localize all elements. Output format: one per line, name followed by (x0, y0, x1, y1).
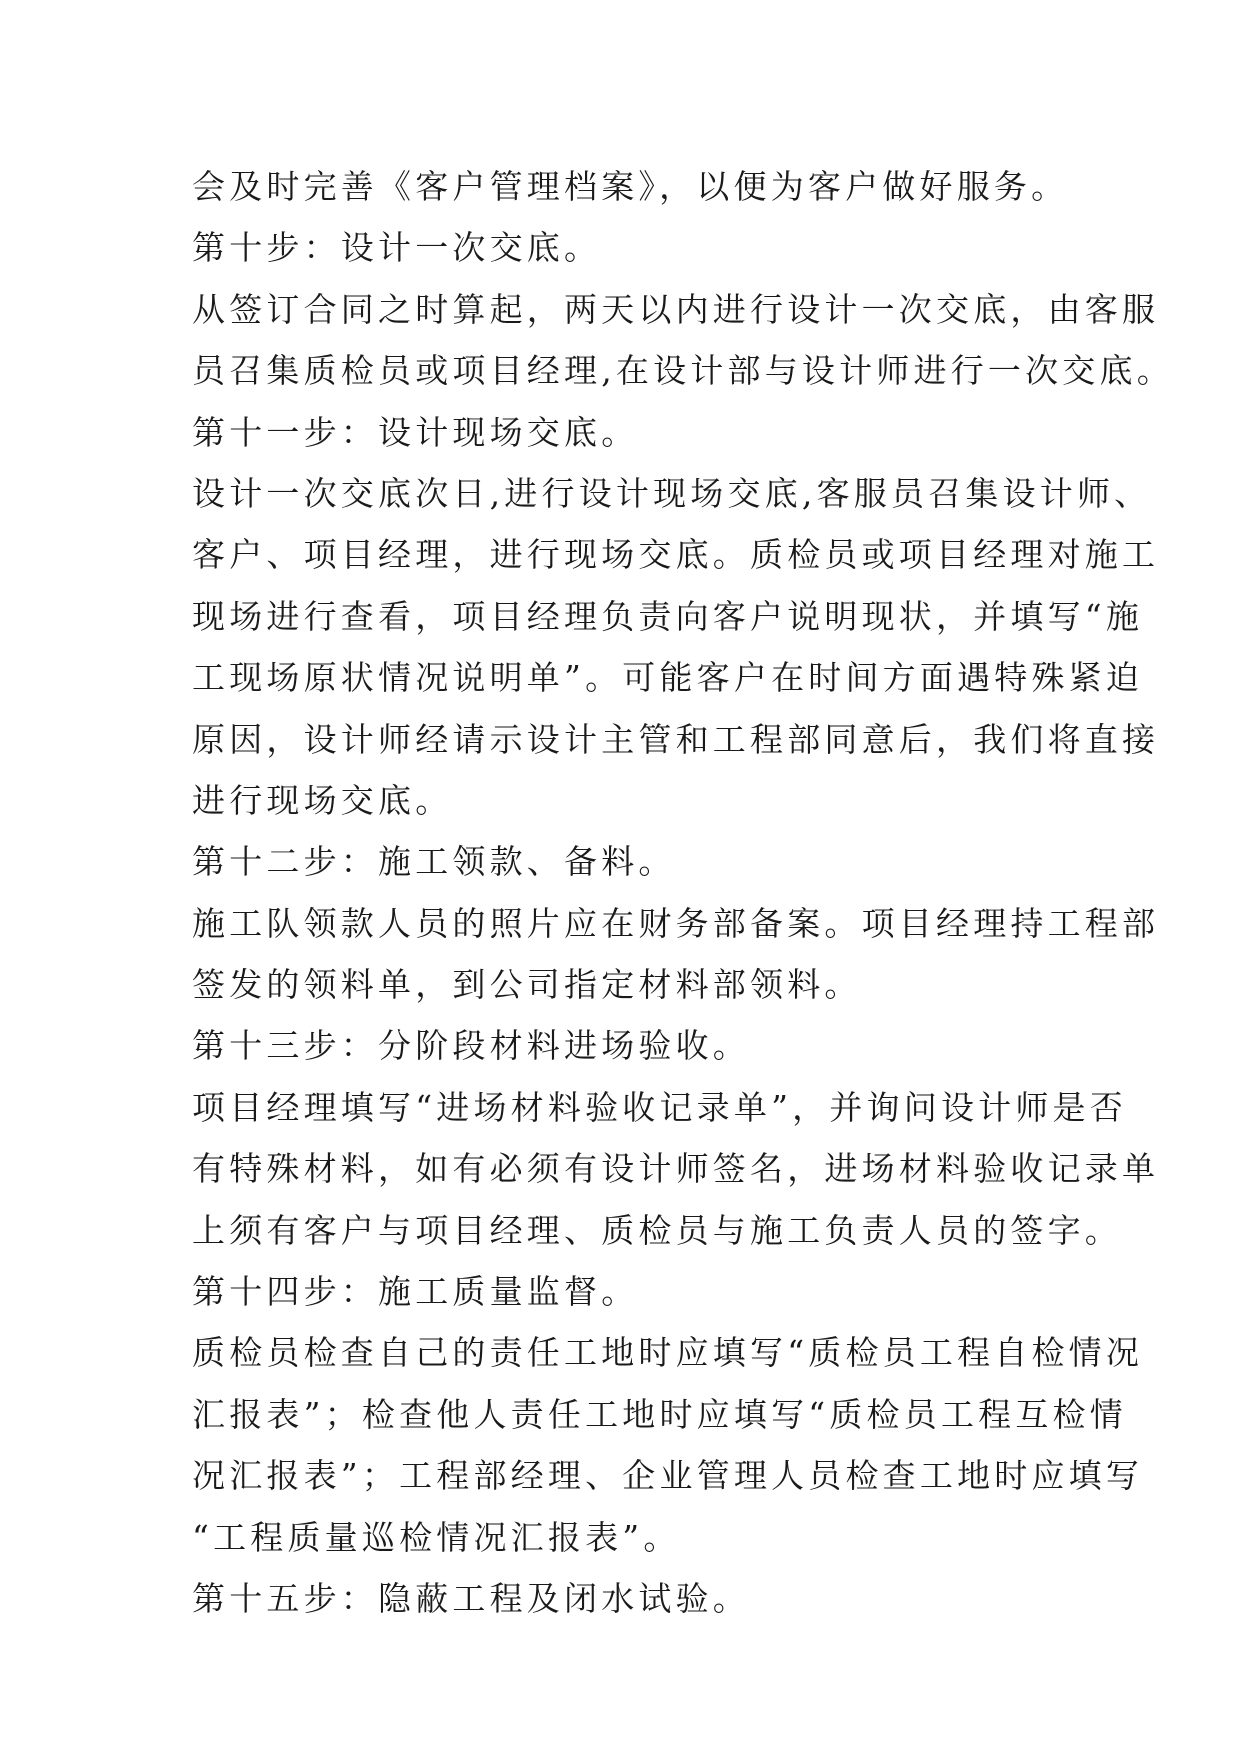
text-line: 有特殊材料，如有必须有设计师签名，进场材料验收记录单 (192, 1149, 1160, 1189)
text-line: 原因，设计师经请示设计主管和工程部同意后，我们将直接 (192, 719, 1160, 759)
text-line: 项目经理填写“进场材料验收记录单”，并询问设计师是否 (192, 1087, 1127, 1127)
text-line: 况汇报表”；工程部经理、企业管理人员检查工地时应填写 (192, 1456, 1144, 1496)
text-line: 汇报表”；检查他人责任工地时应填写“质检员工程互检情 (192, 1394, 1127, 1434)
text-line: 从签订合同之时算起，两天以内进行设计一次交底，由客服 (192, 289, 1160, 329)
step-heading: 第十步：设计一次交底。 (192, 228, 602, 268)
text-line: 客户、项目经理，进行现场交底。质检员或项目经理对施工 (192, 535, 1160, 575)
text-line: 施工队领款人员的照片应在财务部备案。项目经理持工程部 (192, 903, 1160, 943)
step-heading: 第十一步：设计现场交底。 (192, 412, 639, 452)
step-heading: 第十四步：施工质量监督。 (192, 1272, 639, 1312)
text-line: 质检员检查自己的责任工地时应填写“质检员工程自检情况 (192, 1333, 1144, 1373)
text-line: 上须有客户与项目经理、质检员与施工负责人员的签字。 (192, 1210, 1122, 1250)
text-line: 会及时完善《客户管理档案》，以便为客户做好服务。 (192, 167, 1069, 206)
step-heading: 第十五步：隐蔽工程及闭水试验。 (192, 1578, 750, 1618)
text-line: 员召集质检员或项目经理,在设计部与设计师进行一次交底。 (192, 351, 1174, 391)
text-line: 进行现场交底。 (192, 780, 453, 820)
step-heading: 第十三步：分阶段材料进场验收。 (192, 1026, 750, 1066)
text-line: 现场进行查看，项目经理负责向客户说明现状，并填写“施 (192, 596, 1144, 636)
text-line: 设计一次交底次日,进行设计现场交底,客服员召集设计师、 (192, 473, 1152, 513)
text-line: 工现场原状情况说明单”。可能客户在时间方面遇特殊紧迫 (192, 658, 1144, 698)
text-line: 签发的领料单，到公司指定材料部领料。 (192, 965, 862, 1005)
text-line: “工程质量巡检情况汇报表”。 (192, 1517, 681, 1557)
document-body (192, 156, 1174, 1629)
step-heading: 第十二步：施工领款、备料。 (192, 842, 676, 882)
